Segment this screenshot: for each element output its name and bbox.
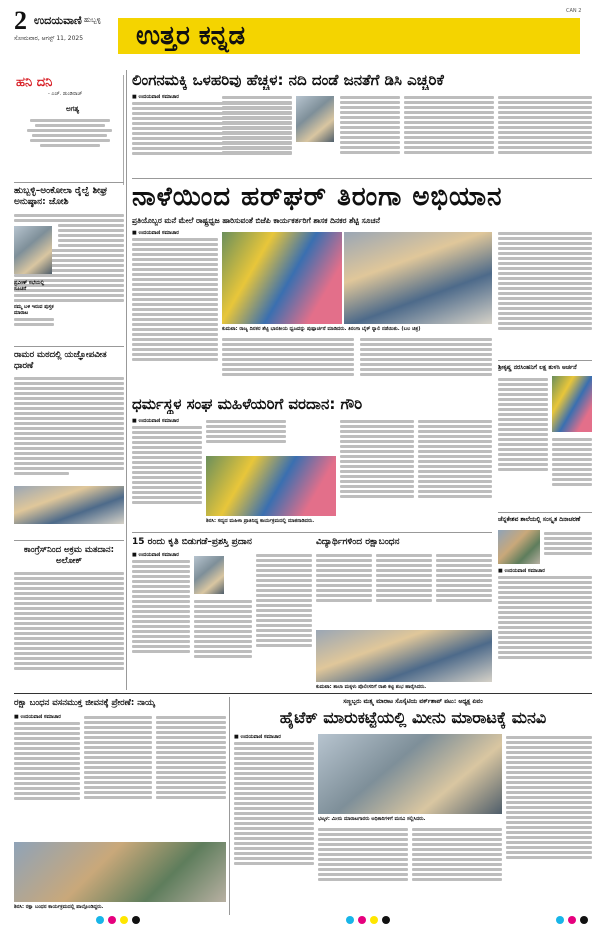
tiranga-photo-right — [344, 232, 492, 324]
headline-school: ಚೆನ್ನಕೇಶವ ಶಾಲೆಯಲ್ಲಿ ಸಂಸ್ಕೃತ ದಿನಾಚರಣೆ — [498, 516, 581, 523]
edition-tag: CAN 2 — [566, 8, 582, 14]
poem-title: ಅಗತ್ಯ — [66, 105, 80, 113]
byline: ■ ಉದಯವಾಣಿ ಸಮಾಚಾರ — [132, 552, 179, 558]
lead-story-col3 — [340, 94, 400, 176]
headline-fish: ಹೈಟೆಕ್ ಮಾರುಕಟ್ಟೆಯಲ್ಲಿ ಮೀನು ಮಾರಾಟಕ್ಕೆ ಮನವಿ — [279, 708, 547, 727]
divider — [132, 178, 592, 179]
reg-mark-black — [580, 916, 588, 924]
dharmasthala-photo — [206, 456, 336, 516]
column-divider — [229, 697, 230, 915]
raksha-photo — [14, 842, 226, 902]
tiranga-photo-left — [222, 232, 342, 324]
fish-story-col4 — [506, 734, 592, 904]
book-story-col2 — [194, 598, 252, 688]
official-portrait — [296, 96, 334, 142]
banner-story-col2 — [222, 336, 354, 390]
headline-railway: ಹುಬ್ಬಳ್ಳಿ–ಅಂಕೋಲಾ ರೈಲ್ವೆ ಶೀಘ್ರ ಅನುಷ್ಠಾನ: ಜೋಶಿ — [14, 186, 108, 207]
book-story-col3 — [256, 552, 312, 688]
banner-story-col4 — [498, 230, 592, 358]
byline: ■ ಉದಯವಾಣಿ ಸಮಾಚಾರ — [14, 714, 61, 720]
banner-story-col1 — [132, 230, 218, 390]
raksha-caption: ಶಿರಸಿ: ರಕ್ಷಾ ಬಂಧನ ಕಾರ್ಯಕ್ರಮದಲ್ಲಿ ಪಾಲ್ಗೊಂಡಿದ್ದರು. — [14, 904, 104, 910]
page-number: 2 — [14, 6, 27, 35]
fish-photo — [318, 734, 502, 814]
tiranga-caption: ಕುಮಟಾ: ರಾಜ್ಯ ದಿನಕರ ಶೆಟ್ಟಿ ಭಾರತೀಯ ಧ್ವಜವನ್ನು ಪುಷ್ಪಾರ್ಚನೆ ಮಾಡಿದರು. ತಿರಂಗಾ ಬೈಕ್ ರ‍್ಯಾಲಿ ನಡೆಯಿತು. (ಬಲ ಚಿತ್ರ) — [222, 326, 421, 332]
reg-mark-magenta — [108, 916, 116, 924]
book-story-col1 — [132, 552, 190, 688]
dharmasthala-story-col1 — [132, 418, 202, 528]
story-ramayana — [14, 375, 124, 493]
raksha-story-col2 — [84, 714, 152, 838]
fish-kicker: ಸಣ್ಣಬ್ಬರು ಮತ್ಸ್ಯ ಮಾರಾಟ ಸೊಸೈಟಿಯ ವರ್ಕ್‌ಶಾಪ್ ಪಟು: ಅಧ್ಯಕ್ಷ ಏವಂ — [343, 698, 483, 705]
deity-photo — [552, 376, 592, 432]
divider — [14, 693, 592, 694]
school-photo — [498, 530, 540, 564]
dharmasthala-story-col4 — [418, 418, 492, 528]
headline-rakhi: ವಿದ್ಯಾರ್ಥಿಗಳಿಂದ ರಕ್ಷಾಬಂಧನ — [316, 537, 400, 547]
lead-story-col4 — [404, 94, 494, 176]
raksha-story-col3 — [156, 714, 226, 838]
reg-mark-magenta — [568, 916, 576, 924]
divider — [14, 182, 124, 183]
byline: ■ ಉದಯವಾಣಿ ಸಮಾಚಾರ — [132, 230, 179, 236]
portrait-photo — [14, 226, 52, 274]
banner-headline: ನಾಳೆಯಿಂದ ಹರ್‌ಘರ್ ತಿರಂಗಾ ಅಭಿಯಾನ — [132, 182, 503, 212]
column-box — [14, 75, 124, 185]
section-title: ಉತ್ತರ ಕನ್ನಡ — [136, 21, 246, 51]
column-title: ಹನಿ ದನಿ — [16, 75, 53, 90]
headline-dharmasthala: ಧರ್ಮಸ್ಥಳ ಸಂಘ ಮಹಿಳೆಯರಿಗೆ ವರದಾನ: ಗೌರಿ — [132, 395, 363, 413]
date-line: ಸೋಮವಾರ, ಆಗಸ್ಟ್ 11, 2025 — [14, 35, 84, 42]
byline: ■ ಉದಯವಾಣಿ ಸಮಾಚಾರ — [132, 418, 179, 424]
sidebar-item-2: ನಮ್ಮ ಬಳಿ ಇರುವ ಪುಸ್ತಕ ಮಾರಾಟ — [14, 304, 54, 316]
headline-book: 15 ರಂದು ಕೃತಿ ಬಿಡುಗಡೆ–ಪ್ರಶಸ್ತಿ ಪ್ರದಾನ — [132, 537, 252, 547]
reg-mark-yellow — [370, 916, 378, 924]
rakhi-story-col1 — [316, 552, 372, 628]
reg-mark-black — [132, 916, 140, 924]
divider — [498, 360, 592, 361]
reg-mark-cyan — [96, 916, 104, 924]
divider — [14, 540, 124, 541]
rakhi-photo — [316, 630, 492, 682]
byline: ■ ಉದಯವಾಣಿ ಸಮಾಚಾರ — [498, 568, 545, 574]
lead-story-col2 — [222, 94, 292, 176]
story-congress — [14, 570, 124, 688]
headline-ramayana: ರಾಮರ ಮಠದಲ್ಲಿ ಯಜ್ಞೋಪವೀತ ಧಾರಣೆ — [14, 350, 107, 371]
lead-story-col5 — [498, 94, 592, 176]
fish-story-col3 — [412, 826, 502, 906]
rakhi-story-col3 — [436, 552, 492, 628]
raksha-story-col1 — [14, 714, 80, 838]
fish-caption: ಭಟ್ಕಳ: ಮೀನು ಮಾರಾಟಗಾರರು ಅಧಿಕಾರಿಗಳಿಗೆ ಮನವಿ ಸಲ್ಲಿಸಿದರು. — [318, 816, 426, 822]
poem-body — [20, 117, 120, 177]
sidebar-item-1: ಪ್ರವೀಣ್ ಸಭೆಯಲ್ಲಿ ಸೂಚನೆ — [14, 280, 45, 292]
dharmasthala-story-col2 — [206, 418, 286, 452]
rakhi-caption: ಕುಮಟಾ: ಶಾಲಾ ಮಕ್ಕಳು ಪೊಲೀಸರಿಗೆ ರಾಖಿ ಕಟ್ಟಿ ಶುಭ ಹಾರೈಸಿದರು. — [316, 684, 427, 690]
fish-story-col1 — [234, 734, 314, 904]
dharmasthala-caption: ಶಿರಸಿ: ಸದ್ಯದ ಮಹಿಳಾ ಪ್ರಾತಿನಿಧ್ಯ ಕಾರ್ಯಕ್ರಮದಲ್ಲಿ ಮಾತನಾಡಿದರು. — [206, 518, 315, 524]
rakhi-story-col2 — [376, 552, 432, 628]
banner-story-col3 — [360, 336, 492, 390]
banner-subhead: ಪ್ರತಿಯೊಬ್ಬರ ಮನೆ ಮೇಲೆ ರಾಷ್ಟ್ರಧ್ವಜ ಹಾರಿಸುವಂತೆ ಬಿಜೆಪಿ ಕಾರ್ಯಕರ್ತರಿಗೆ ಶಾಸಕ ದಿನಕರ ಶೆಟ್ಟಿ ಸೂಚನೆ — [132, 216, 380, 225]
krishna-story — [498, 376, 548, 506]
city-name: ಹುಬ್ಬಳ್ಳಿ — [84, 16, 101, 24]
sidebar-list — [14, 280, 54, 340]
paper-name: ಉದಯವಾಣಿ — [34, 14, 82, 27]
school-story — [544, 530, 592, 564]
reg-mark-cyan — [346, 916, 354, 924]
divider — [132, 532, 492, 533]
column-byline: - ಎಚ್. ಡುಂಡಿರಾಜ್ — [48, 91, 83, 97]
author-portrait — [194, 556, 224, 594]
school-story-2 — [498, 568, 592, 688]
divider — [498, 512, 592, 513]
column-divider — [126, 70, 127, 690]
divider — [14, 346, 124, 347]
reg-mark-yellow — [120, 916, 128, 924]
masthead — [14, 8, 590, 62]
fish-story-col2 — [318, 826, 408, 906]
headline-krishna: ಶ್ರೀಕೃಷ್ಣ ನರಸಿಂಹನಿಗೆ ಲಕ್ಷ ತುಳಸಿ ಅರ್ಚನೆ — [498, 364, 577, 371]
dharmasthala-story-col3 — [340, 418, 414, 528]
reg-mark-black — [382, 916, 390, 924]
krishna-story-2 — [552, 436, 592, 506]
lead-headline: ಲಿಂಗನಮಕ್ಕಿ ಒಳಹರಿವು ಹೆಚ್ಚಳ: ನದಿ ದಂಡೆ ಜನತೆಗೆ ಡಿಸಿ ಎಚ್ಚರಿಕೆ — [132, 71, 444, 89]
headline-congress: ಕಾಂಗ್ರೆಸ್‌ನಿಂದ ಅಕ್ರಮ ಮತದಾನ: ಅಲೋಕ್ — [23, 545, 115, 566]
byline: ■ ಉದಯವಾಣಿ ಸಮಾಚಾರ — [132, 94, 179, 100]
reg-mark-cyan — [556, 916, 564, 924]
registration-marks — [0, 914, 600, 926]
reg-mark-magenta — [358, 916, 366, 924]
byline: ■ ಉದಯವಾಣಿ ಸಮಾಚಾರ — [234, 734, 281, 740]
headline-raksha: ರಕ್ಷಾ ಬಂಧನ ವಸನಮುಕ್ತ ಜೀವನಕ್ಕೆ ಪ್ರೇರಣೆ: ನಾಯ್ಕ — [14, 698, 155, 708]
story-photo — [14, 486, 124, 524]
